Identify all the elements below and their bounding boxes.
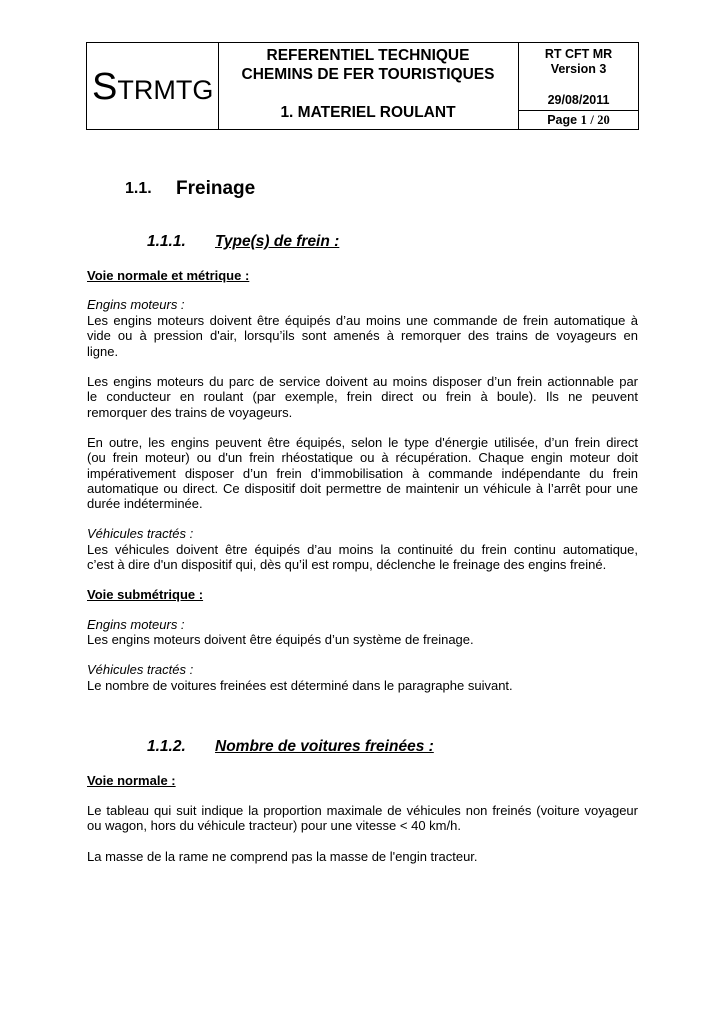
engins-moteurs-label: Engins moteurs : xyxy=(87,297,185,312)
paragraph: Le nombre de voitures freinées est déterminé dans le paragraphe suivant. xyxy=(87,678,513,693)
vehicules-tractes-label: Véhicules tractés : xyxy=(87,662,194,677)
paragraph: Les engins moteurs du parc de service doivent au moins disposer d’un frein actionnable par le conducteur en roulant (par exemple, frein direct ou frein à boule). Ils ne peuvent remorquer des trains de voyageurs. xyxy=(87,374,638,420)
header-title-line1: REFERENTIEL TECHNIQUE xyxy=(266,47,470,64)
paragraph: Les engins moteurs doivent être équipés d’au moins une commande de frein automatique à vide ou à pression d'air, lorsqu’ils sont amenés à remorquer des trains de voyageurs en ligne. xyxy=(87,313,638,359)
paragraph: Les engins moteurs doivent être équipés d’un système de freinage. xyxy=(87,632,474,647)
subsection-title: Type(s) de frein : xyxy=(215,233,340,250)
voie-normale-metrique-heading: Voie normale et métrique : xyxy=(87,268,250,283)
paragraph: La masse de la rame ne comprend pas la masse de l'engin tracteur. xyxy=(87,849,478,864)
doc-version: Version 3 xyxy=(550,62,607,76)
paragraph: Le tableau qui suit indique la proportion maximale de véhicules non freinés (voiture voyageur ou wagon, hors du véhicule tracteur) pour une vitesse < 40 km/h. xyxy=(87,803,638,834)
header-info-cell xyxy=(518,43,639,129)
header-title-line2: CHEMINS DE FER TOURISTIQUES xyxy=(241,66,495,83)
section-title: Freinage xyxy=(176,178,256,199)
strmtg-logo: STRMTG xyxy=(92,66,214,108)
paragraph: En outre, les engins peuvent être équipés, selon le type d'énergie utilisée, d’un frein direct (ou frein moteur) ou d'un frein rhéostatique ou à récupération. Chaque engin moteur doit impérativement disposer d’un frein d’immobilisation à commande indépendante du frein automatique ou direct. Ce dispositif doit permettre de maintenir un véhicule à l’arrêt pour une durée indéterminée. xyxy=(87,435,638,512)
page-number: Page 1 / 20 xyxy=(547,113,610,127)
header-section-title: 1. MATERIEL ROULANT xyxy=(280,104,456,121)
engins-moteurs-label: Engins moteurs : xyxy=(87,617,185,632)
subsection-number: 1.1.1. xyxy=(147,233,186,250)
doc-date: 29/08/2011 xyxy=(547,93,610,107)
subsection-number: 1.1.2. xyxy=(147,738,186,755)
page-number-box xyxy=(518,110,639,130)
header-title-cell xyxy=(218,43,519,129)
doc-code: RT CFT MR xyxy=(544,47,613,61)
subsection-title: Nombre de voitures freinées : xyxy=(215,738,434,755)
voie-submetrique-heading: Voie submétrique : xyxy=(87,587,204,602)
voie-normale-heading: Voie normale : xyxy=(87,773,176,788)
document-header xyxy=(86,42,639,130)
paragraph: Les véhicules doivent être équipés d’au moins la continuité du frein continu automatique, c’est à dire d'un dispositif qui, dès qu’il est rompu, déclenche le freinage des engins freiné. xyxy=(87,542,638,573)
vehicules-tractes-label: Véhicules tractés : xyxy=(87,526,194,541)
section-number: 1.1. xyxy=(125,180,152,197)
logo-cell xyxy=(87,43,219,129)
